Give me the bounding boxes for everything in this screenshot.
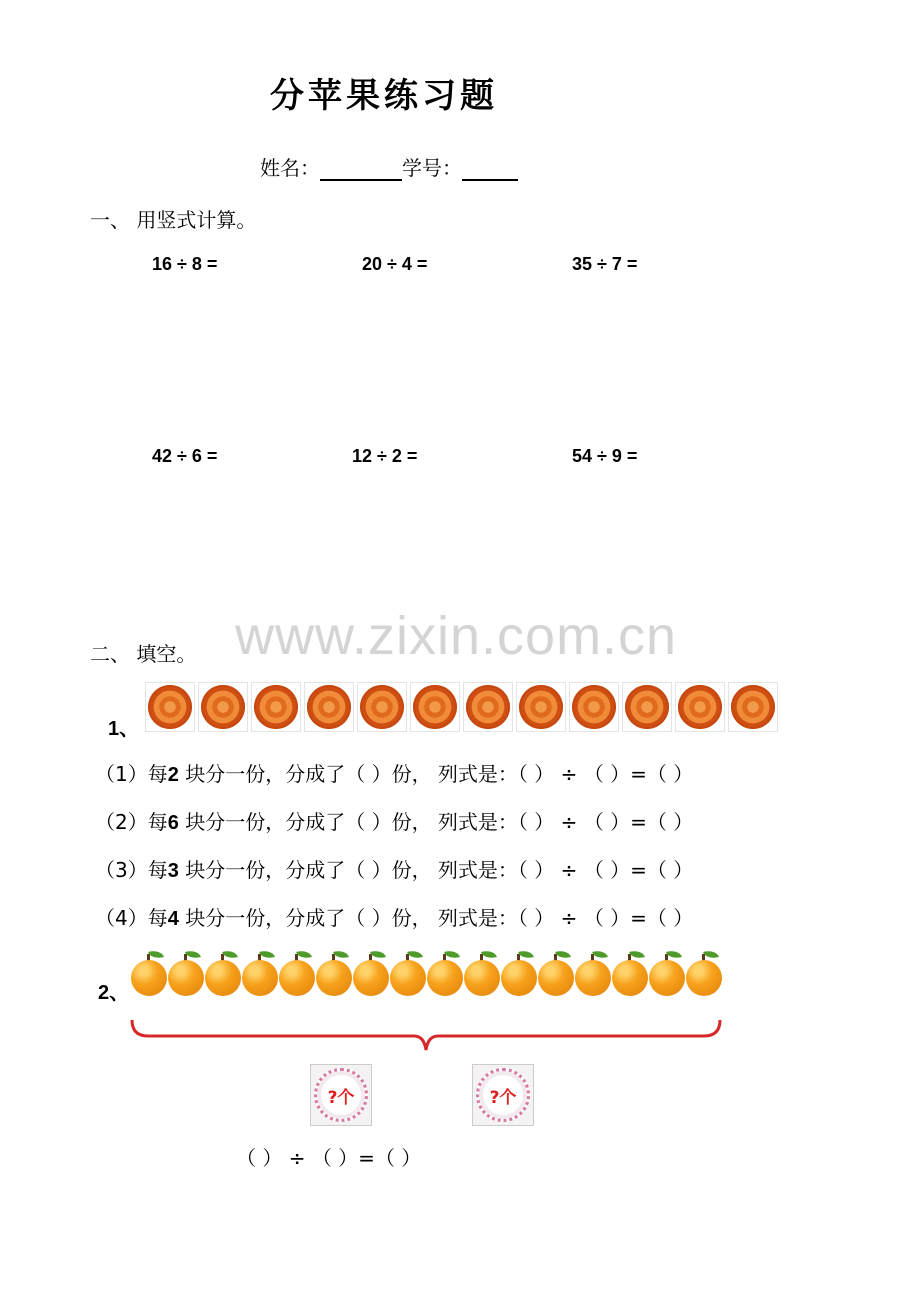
name-label: 姓名： (260, 156, 320, 180)
orange-icon (538, 948, 574, 996)
mooncake-icon (728, 682, 778, 732)
orange-icon (390, 948, 426, 996)
orange-icon (353, 948, 389, 996)
mooncake-strip (145, 682, 778, 732)
watermark: www.zixin.com.cn (235, 606, 678, 666)
mooncake-icon (569, 682, 619, 732)
mooncake-icon (463, 682, 513, 732)
orange-icon (427, 948, 463, 996)
problem-2: 20 ÷ 4 = (362, 254, 428, 274)
orange-strip (131, 948, 722, 996)
mooncake-icon (675, 682, 725, 732)
orange-icon (131, 948, 167, 996)
mooncake-icon (622, 682, 672, 732)
orange-icon (686, 948, 722, 996)
q1-row-2: （2）每6 块分一份，分成了（ ）份， 列式是：（ ） ÷ （ ）=（ ） (95, 810, 694, 834)
problem-4: 42 ÷ 6 = (152, 446, 218, 466)
mooncake-icon (410, 682, 460, 732)
q2-equation: （ ） ÷ （ ）=（ ） (236, 1146, 422, 1170)
plate-icon-1 (310, 1064, 372, 1126)
brace-icon (128, 1016, 724, 1056)
q1-row-4: （4）每4 块分一份，分成了（ ）份， 列式是：（ ） ÷ （ ）=（ ） (95, 906, 694, 930)
mooncake-icon (145, 682, 195, 732)
plate-label-1: ?个 (327, 1087, 355, 1108)
page-title: 分苹果练习题 (270, 76, 498, 116)
plate-label-2: ?个 (489, 1087, 517, 1108)
mooncake-icon (198, 682, 248, 732)
id-field[interactable] (462, 159, 518, 181)
section2-heading: 二、 填空。 (90, 642, 197, 666)
mooncake-icon (516, 682, 566, 732)
orange-icon (464, 948, 500, 996)
orange-icon (501, 948, 537, 996)
problem-1: 16 ÷ 8 = (152, 254, 218, 274)
student-info (260, 152, 518, 181)
q1-row-1: （1）每2 块分一份，分成了（ ）份， 列式是：（ ） ÷ （ ）=（ ） (95, 762, 694, 786)
q1-row-3: （3）每3 块分一份，分成了（ ）份， 列式是：（ ） ÷ （ ）=（ ） (95, 858, 694, 882)
mooncake-icon (251, 682, 301, 732)
problem-3: 35 ÷ 7 = (572, 254, 638, 274)
orange-icon (279, 948, 315, 996)
name-field[interactable] (320, 159, 402, 181)
orange-icon (205, 948, 241, 996)
orange-icon (316, 948, 352, 996)
orange-icon (612, 948, 648, 996)
problem-6: 54 ÷ 9 = (572, 446, 638, 466)
q2-number: 2、 (98, 982, 130, 1004)
orange-icon (575, 948, 611, 996)
id-label: 学号： (402, 156, 462, 180)
mooncake-icon (357, 682, 407, 732)
orange-icon (649, 948, 685, 996)
plate-icon-2 (472, 1064, 534, 1126)
section1-heading: 一、 用竖式计算。 (90, 208, 257, 232)
orange-icon (168, 948, 204, 996)
orange-icon (242, 948, 278, 996)
mooncake-icon (304, 682, 354, 732)
q1-number: 1、 (108, 718, 140, 740)
problem-5: 12 ÷ 2 = (352, 446, 418, 466)
